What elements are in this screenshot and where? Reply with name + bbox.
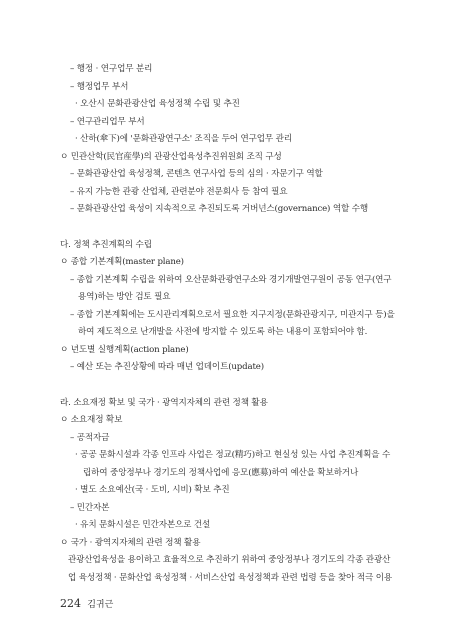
text-line: 업 육성정책 · 문화산업 육성정책 · 서비스산업 육성정책과 관련 법령 등을 찾아 적극 이용 <box>68 573 393 583</box>
text-line: · 오산시 문화관광산업 육성정책 수립 및 추진 <box>75 99 240 109</box>
text-line: – 유지 가능한 관광 산업체, 관련분야 전문회사 등 참여 필요 <box>70 187 288 197</box>
text-line: · 산하(傘下)에 '문화관광연구소' 조직을 두어 연구업무 관리 <box>75 134 292 144</box>
text-line: – 행정업무 부서 <box>70 82 129 92</box>
text-line: – 종합 기본계획 수립을 위하여 오산문화관광연구소와 경기개발연구원이 공동 연구(연구 <box>70 275 392 285</box>
text-line: 관광산업육성을 용이하고 효율적으로 추진하기 위하여 중앙정부나 경기도의 각종 관광산 <box>68 555 391 565</box>
text-line: – 문화관광산업 육성이 지속적으로 추진되도록 거버넌스(governance) 역할 수행 <box>70 204 369 214</box>
text-line: ㅇ 종합 기본계획(master plane) <box>60 257 184 267</box>
text-line: ㅇ 민관산학(民官産學)의 관광산업육성추진위원회 조직 구성 <box>60 152 282 162</box>
text-line: – 문화관광산업 육성정책, 콘텐츠 연구사업 등의 심의 · 자문기구 역할 <box>70 169 323 179</box>
text-line: – 예산 또는 추진상황에 따라 매년 업데이트(update) <box>70 362 264 372</box>
text-line: 용역)하는 방안 검토 필요 <box>78 292 171 302</box>
page-footer <box>60 597 113 612</box>
text-line: 립하여 중앙정부나 경기도의 정책사업에 응모(應募)하여 예산을 확보하거나 <box>83 468 359 478</box>
text-line: ㅇ 소요재정 확보 <box>60 415 123 425</box>
section-heading: 라. 소요재정 확보 및 국가 · 광역지자체의 관련 정책 활용 <box>60 398 268 408</box>
text-line: 하여 제도적으로 난개발을 사전에 방지할 수 있도록 하는 내용이 포함되어야 함. <box>78 327 368 337</box>
text-line: · 유치 문화시설은 민간자본으로 건설 <box>75 520 211 530</box>
section-heading: 다. 정책 추진계획의 수립 <box>60 240 152 250</box>
text-line: · 공공 문화시설과 각종 인프라 사업은 정교(精巧)하고 현실성 있는 사업 추진계획을 수 <box>75 450 391 460</box>
author-name: 김귀근 <box>87 600 114 610</box>
text-line: ㅇ 년도별 실행계획(action plane) <box>60 345 189 355</box>
text-line: – 연구관리업무 부서 <box>70 117 145 127</box>
text-line: ㅇ 국가 · 광역지자체의 관련 정책 활용 <box>60 538 201 548</box>
page-number: 224 <box>60 597 81 610</box>
text-line: – 공적자금 <box>70 433 110 443</box>
text-line: – 종합 기본계획에는 도시관리계획으로서 필요한 지구지정(문화관광지구, 미관지구 등)을 <box>70 310 395 320</box>
text-line: – 행정 · 연구업무 분리 <box>70 64 153 74</box>
text-line: · 별도 소요예산(국 · 도비, 시비) 확보 추진 <box>75 485 230 495</box>
text-line: – 민간자본 <box>70 503 110 513</box>
